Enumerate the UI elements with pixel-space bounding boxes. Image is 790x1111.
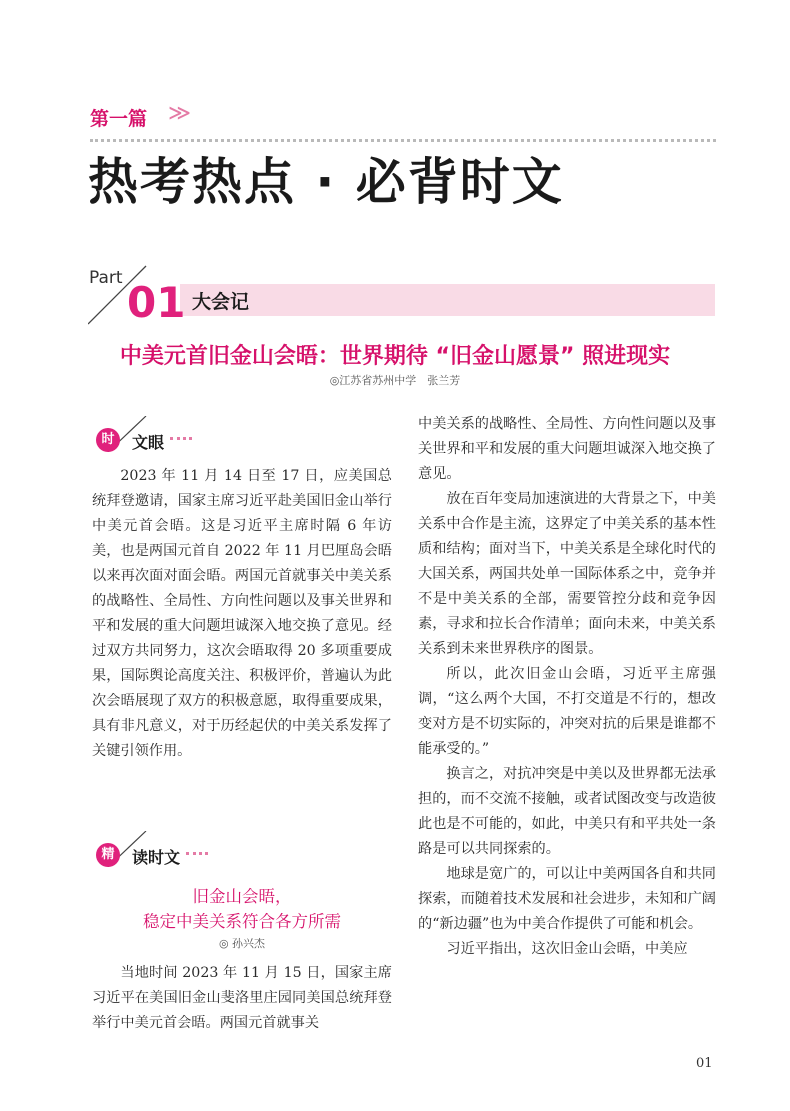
tag-jingdu	[96, 831, 236, 867]
paragraph: 换言之，对抗冲突是中美以及世界都无法承担的，而不交流不接触，或者试图改变与改造彼此也是不可能的，如此，中美只有和平共处一条路是可以共同探索的。	[418, 766, 716, 857]
article-author: ◎江苏省苏州中学 张兰芳	[329, 374, 461, 387]
part-name: 大会记	[192, 291, 250, 313]
right-column	[418, 412, 716, 962]
left-column-body	[92, 961, 392, 1036]
paragraph: 2023 年 11 月 14 日至 17 日，应美国总统拜登邀请，国家主席习近平赴美国旧金山举行中美元首会晤。这是习近平主席时隔 6 年访美，也是两国元首自 2022 年 11 月巴厘岛会晤以来再次面对面会晤。两国元首就事关中美关系的战略性、全局性、方向性问题以及事关世界和平和发展的重大问题坦诚深入地交换了意见。经过双方共同努力，这次会晤取得 20 多项重要成果，国际舆论高度关注、积极评价，普遍认为此次会晤展现了双方的积极意愿，取得重要成果，具有非凡意义，对于历经起伏的中美关系发挥了关键引领作用。	[92, 468, 392, 759]
paragraph: 放在百年变局加速演进的大背景之下，中美关系中合作是主流，这界定了中美关系的基本性质和结构；面对当下，中美关系是全球化时代的大国关系，两国共处单一国际体系之中，竞争并不是中美关系的全部，需要管控分歧和竞争因素，寻求和拉长合作清单；面向未来，中美关系关系到未来世界秩序的图景。	[418, 491, 716, 657]
part-number: 01	[127, 278, 186, 327]
tag-wenyan	[96, 416, 236, 452]
left-column-intro	[92, 464, 392, 764]
chevron-right-icon: ≫	[168, 101, 186, 126]
tag-circle: 时	[96, 428, 120, 452]
page-number: 01	[696, 1056, 713, 1071]
paragraph: 习近平指出，这次旧金山会晤，中美应	[446, 941, 688, 957]
part-banner-band	[180, 284, 715, 316]
section-label: 第一篇	[90, 108, 148, 130]
tag-circle: 精	[96, 843, 120, 867]
paragraph: 当地时间 2023 年 11 月 15 日，国家主席习近平在美国旧金山斐洛里庄园同美国总统拜登举行中美元首会晤。两国元首就事关	[92, 965, 392, 1031]
page-title: 热考热点 · 必背时文	[88, 153, 564, 211]
part-word: Part	[89, 268, 123, 288]
tag-label: 读时文	[132, 848, 181, 867]
tag-label: 文眼	[132, 433, 165, 452]
sub-article-author: ◎ 孙兴杰	[218, 937, 266, 950]
dotted-accent	[186, 852, 208, 855]
paragraph: 地球是宽广的，可以让中美两国各自和共同探索，而随着技术发展和社会进步，未知和广阔的“新边疆”也为中美合作提供了可能和机会。	[418, 866, 716, 932]
dotted-accent	[170, 437, 192, 440]
sub-article-title	[92, 884, 392, 934]
article-title: 中美元首旧金山会晤：世界期待 “旧金山愿景” 照进现实	[119, 344, 671, 369]
paragraph: 所以，此次旧金山会晤，习近平主席强调，“这么两个大国，不打交道是不行的，想改变对方是不切实际的，冲突对抗的后果是谁都不能承受的。”	[418, 666, 716, 757]
sub-title-line: 旧金山会晤，	[192, 887, 292, 906]
paragraph-continued: 中美关系的战略性、全局性、方向性问题以及事关世界和平和发展的重大问题坦诚深入地交换了意见。	[418, 416, 716, 482]
sub-title-line: 稳定中美关系符合各方所需	[143, 912, 341, 931]
